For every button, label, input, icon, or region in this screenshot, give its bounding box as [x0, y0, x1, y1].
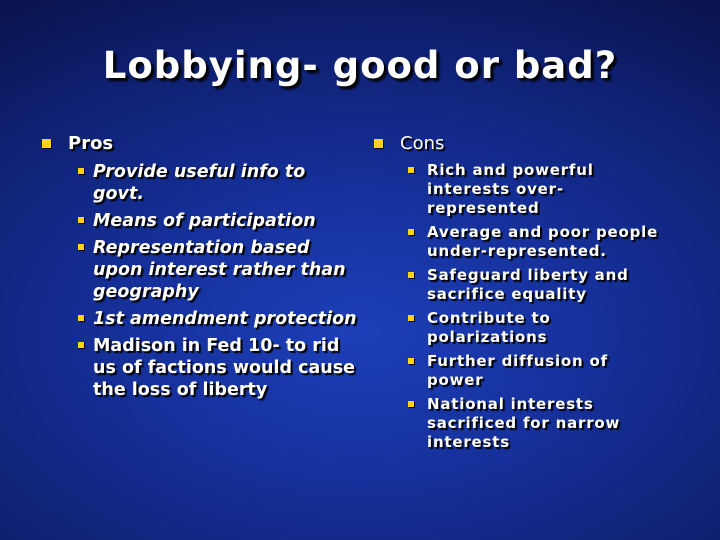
pros-item: [38, 210, 358, 232]
square-bullet-icon: [78, 244, 84, 250]
pros-item-text: Madison in Fed 10- to rid us of factions would cause the loss of liberty: [93, 336, 356, 400]
pros-heading: [38, 133, 358, 155]
pros-item-text: Provide useful info to govt.: [93, 162, 306, 204]
square-bullet-icon: [408, 315, 414, 321]
cons-item-text: Safeguard liberty and sacrifice equality: [427, 266, 629, 303]
square-bullet-icon: [374, 139, 383, 148]
cons-item-text: National interests sacrificed for narrow interests: [427, 395, 621, 451]
square-bullet-icon: [408, 401, 414, 407]
square-bullet-icon: [408, 358, 414, 364]
pros-column: [38, 133, 358, 406]
square-bullet-icon: [78, 168, 84, 174]
pros-heading-label: Pros: [68, 133, 114, 154]
square-bullet-icon: [42, 139, 51, 148]
square-bullet-icon: [408, 272, 414, 278]
cons-heading-label: Cons: [400, 133, 445, 154]
cons-item-text: Further diffusion of power: [427, 352, 608, 389]
pros-item: [38, 335, 358, 401]
cons-item: [370, 161, 670, 218]
cons-item-text: Contribute to polarizations: [427, 309, 551, 346]
slide-title: Lobbying- good or bad?: [102, 44, 618, 87]
pros-item: [38, 308, 358, 330]
pros-item: [38, 161, 358, 205]
pros-item-text: Representation based upon interest rather than geography: [93, 238, 346, 302]
square-bullet-icon: [78, 315, 84, 321]
cons-item-text: Rich and powerful interests over-represented: [427, 161, 594, 217]
cons-item: [370, 352, 670, 390]
cons-item: [370, 266, 670, 304]
pros-item-text: 1st amendment protection: [93, 309, 357, 329]
cons-heading: [370, 133, 670, 155]
cons-item: [370, 395, 670, 452]
pros-item: [38, 237, 358, 303]
cons-item-text: Average and poor people under-represented.: [427, 223, 659, 260]
square-bullet-icon: [408, 167, 414, 173]
square-bullet-icon: [408, 229, 414, 235]
cons-item: [370, 309, 670, 347]
pros-item-text: Means of participation: [93, 211, 316, 231]
square-bullet-icon: [78, 342, 84, 348]
cons-item: [370, 223, 670, 261]
square-bullet-icon: [78, 217, 84, 223]
cons-column: [370, 133, 670, 457]
